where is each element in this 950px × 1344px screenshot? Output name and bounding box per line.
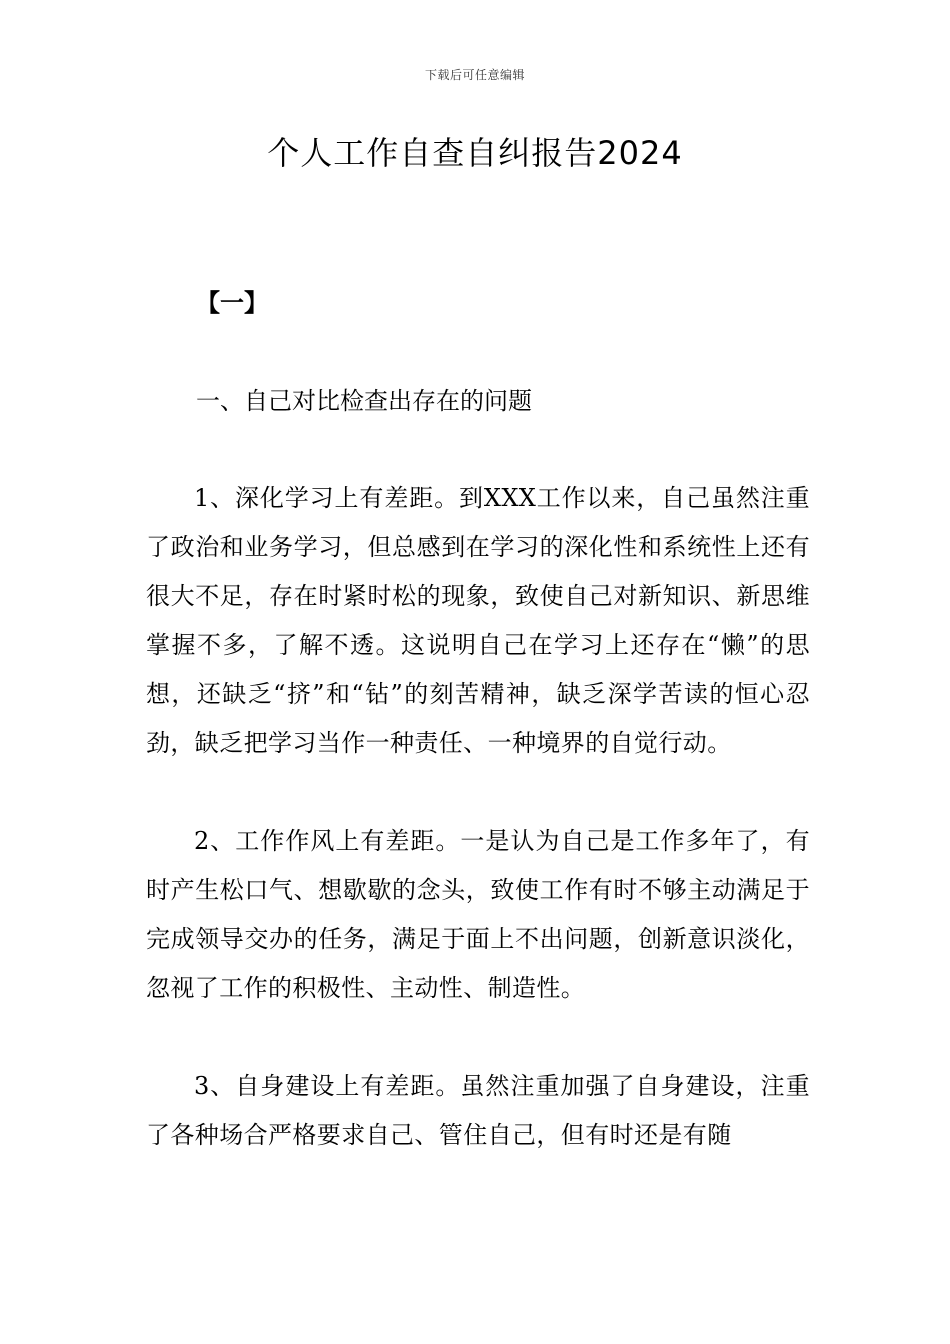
paragraph-2: 2、工作作风上有差距。一是认为自己是工作多年了，有时产生松口气、想歇歇的念头，致使工作有时不够主动满足于完成领导交办的任务，满足于面上不出问题，创新意识淡化，忽视了工作的积极性、主动性、制造性。 [146,827,810,1002]
body-content [146,474,810,1160]
paragraph-1: 1、深化学习上有差距。到XXX工作以来，自己虽然注重了政治和业务学习，但总感到在学习的深化性和系统性上还有很大不足，存在时紧时松的现象，致使自己对新知识、新思维掌握不多，了解不透。这说明自己在学习上还存在“懒”的思想，还缺乏“挤”和“钻”的刻苦精神，缺乏深学苦读的恒心忍劲，缺乏把学习当作一种责任、一种境界的自觉行动。 [146,484,810,757]
section-heading: 一、自己对比检查出存在的问题 [196,387,532,415]
document-title: 个人工作自查自纠报告2024 [267,134,683,172]
paragraph-3: 3、自身建设上有差距。虽然注重加强了自身建设，注重了各种场合严格要求自己、管住自己，但有时还是有随 [146,1072,810,1149]
section-mark: 【一】 [196,288,268,317]
header-note: 下载后可任意编辑 [424,68,525,82]
